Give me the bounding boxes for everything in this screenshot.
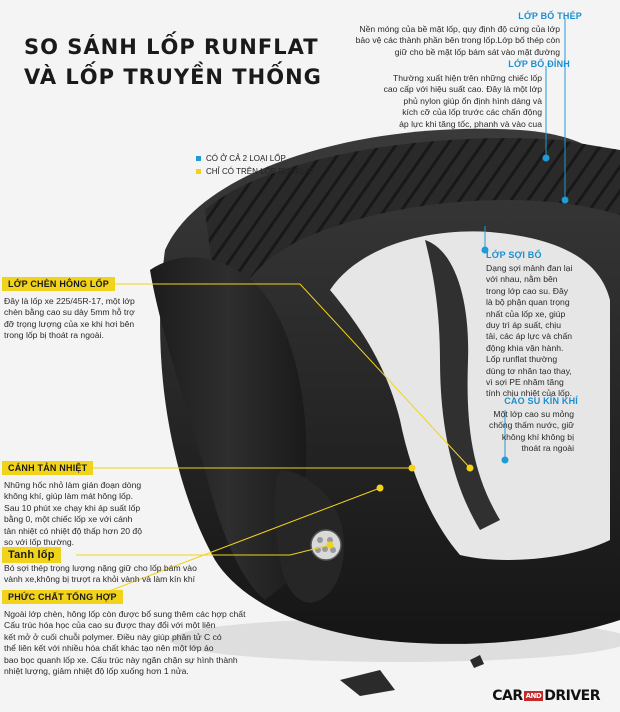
compound-desc-line: kết mở ở cuối chuỗi polymer. Điều này giúp phân tử C có	[4, 631, 222, 642]
inner-liner-label: CAO SU KÍN KHÍ	[504, 396, 578, 406]
cap-ply-desc	[384, 73, 542, 130]
logo-word-and: AND	[525, 692, 542, 700]
body-ply-desc-line: duy trì áp suất, chịu	[486, 320, 561, 331]
body-ply-desc-line: dùng tơ nhân tạo thay,	[486, 365, 572, 376]
cap-ply-desc-line: Thường xuất hiện trên những chiếc lốp	[392, 73, 542, 83]
title-line-2: VÀ LỐP TRUYỀN THỐNG	[24, 65, 322, 89]
sidewall-insert-desc-line: trong lốp bị thoát ra ngoài.	[4, 330, 104, 341]
compound-desc-line: thể liên kết với nhiều hóa chất khác tạo nên một lớp áo	[4, 643, 214, 654]
heat-fins-desc-line: so với lốp thường.	[4, 537, 75, 548]
legend	[196, 152, 314, 178]
compound-label: PHỨC CHẤT TỔNG HỢP	[2, 590, 123, 604]
legend-swatch-yellow	[196, 169, 201, 174]
body-ply-desc-line: tải, các áp lực và chấn	[486, 331, 573, 342]
sidewall-insert-desc-line: Đây là lốp xe 225/45R-17, một lớp	[4, 296, 135, 306]
heat-fins-desc-line: Sau 10 phút xe chạy khi áp suất lốp	[4, 502, 141, 513]
cap-ply-desc-line: phủ nylon giúp ổn định hình dáng và	[403, 95, 542, 106]
cap-ply-desc-line: áp lực khi tăng tốc, phanh và vào cua	[399, 118, 542, 129]
compound-desc-line: Ngoài lớp chèn, hông lốp còn được bổ sung thêm các hợp chất	[4, 609, 246, 619]
heat-fins-desc	[4, 480, 142, 548]
body-ply-desc-line: Lốp runflat thường	[486, 354, 558, 365]
inner-liner-desc-line: thoát ra ngoài	[521, 443, 574, 454]
heat-fins-desc-line: Những hốc nhỏ làm gián đoạn dòng	[4, 480, 142, 490]
cap-ply-desc-line: kích cỡ của lốp trước các chấn động	[402, 107, 542, 118]
legend-label-both: CÓ Ở CẢ 2 LOẠI LỐP	[206, 154, 286, 163]
legend-swatch-blue	[196, 156, 201, 161]
inner-liner-desc-line: Một lớp cao su mỏng	[493, 409, 574, 419]
steel-belt-desc	[356, 24, 560, 58]
steel-belt-label: LỚP BỐ THÉP	[518, 11, 582, 21]
logo-word-driver: DRIVER	[544, 688, 600, 704]
compound-desc-line: bao bọc quanh lốp xe. Cấu trúc này ngăn chặn sự hình thành	[4, 654, 238, 665]
heat-fins-label: CÁNH TẢN NHIỆT	[2, 461, 93, 475]
legend-item-both	[196, 152, 314, 165]
steel-belt-desc-line: bảo vệ các thành phần bên trong lốp.Lớp bố thép còn	[355, 35, 560, 46]
body-ply-desc-line: trong lớp cao su. Đây	[486, 285, 569, 296]
body-ply-desc-line: với nhau, nằm bên	[486, 274, 558, 285]
body-ply-label: LỚP SỢI BỐ	[486, 250, 542, 260]
heat-fins-desc-line: không khí, giúp làm mát hông lốp.	[4, 491, 133, 502]
title-line-1: SO SÁNH LỐP RUNFLAT	[24, 35, 319, 59]
compound-desc-line: Cấu trúc hóa học của cao su được thay đổi với một liên	[4, 620, 216, 631]
steel-belt-desc-line: giữ cho bề mặt lốp bám sát vào mặt đường	[394, 46, 560, 57]
body-ply-desc-line: nhất của lốp xe, giúp	[486, 308, 566, 319]
inner-liner-desc-line: chống thấm nước, giữ	[489, 420, 574, 431]
cap-ply-label: LỚP BỐ ĐỈNH	[508, 59, 570, 69]
body-ply-desc-line: Dạng sợi mảnh đan lại	[486, 263, 573, 273]
sidewall-insert-desc-line: chèn bằng cao su dày 5mm hỗ trợ	[4, 307, 135, 318]
bead-label: Tanh lốp	[2, 547, 61, 563]
steel-belt-desc-line: Nền móng của bề mặt lốp, quy định độ cứng của lớp	[359, 24, 560, 34]
cap-ply-desc-line: cao cấp với hiệu suất cao. Đây là một lớp	[383, 84, 542, 95]
sidewall-insert-desc	[4, 296, 135, 342]
inner-liner-desc-line: không khí không bị	[501, 431, 574, 442]
sidewall-insert-desc-line: đỡ trọng lượng của xe khi hơi bên	[4, 318, 135, 329]
bead-desc-line: vành xe,không bị trượt ra khỏi vành và làm kín khí	[4, 574, 195, 585]
legend-label-runflat: CHỈ CÓ TRÊN LỐP RUNFLAT	[206, 167, 315, 176]
sidewall-insert-label: LỚP CHÈN HÔNG LỐP	[2, 277, 115, 291]
inner-liner-desc	[489, 409, 574, 455]
body-ply-desc-line: là bộ phận quan trọng	[486, 297, 570, 308]
bead-desc-line: Bó sợi thép trọng lượng nặng giữ cho lốp bám vào	[4, 563, 197, 573]
car-and-driver-logo	[492, 688, 600, 704]
heat-fins-desc-line: tản nhiệt có nhiệt độ thấp hơn 20 độ	[4, 525, 142, 536]
bead-desc	[4, 563, 197, 586]
body-ply-desc	[486, 263, 572, 400]
heat-fins-desc-line: bằng 0, một chiếc lốp xe với cánh	[4, 514, 133, 525]
page-title	[24, 32, 322, 92]
compound-desc	[4, 609, 245, 677]
body-ply-desc-line: động khia vận hành.	[486, 342, 564, 353]
body-ply-desc-line: tính chịu nhiệt của lốp.	[486, 388, 572, 399]
body-ply-desc-line: vì sợi PE nhăm tăng	[486, 377, 564, 388]
legend-item-runflat	[196, 165, 314, 178]
logo-word-car: CAR	[492, 688, 523, 704]
compound-desc-line: nhiệt lượng, giảm nhiệt độ lốp xuống hơn 1 nửa.	[4, 666, 189, 677]
